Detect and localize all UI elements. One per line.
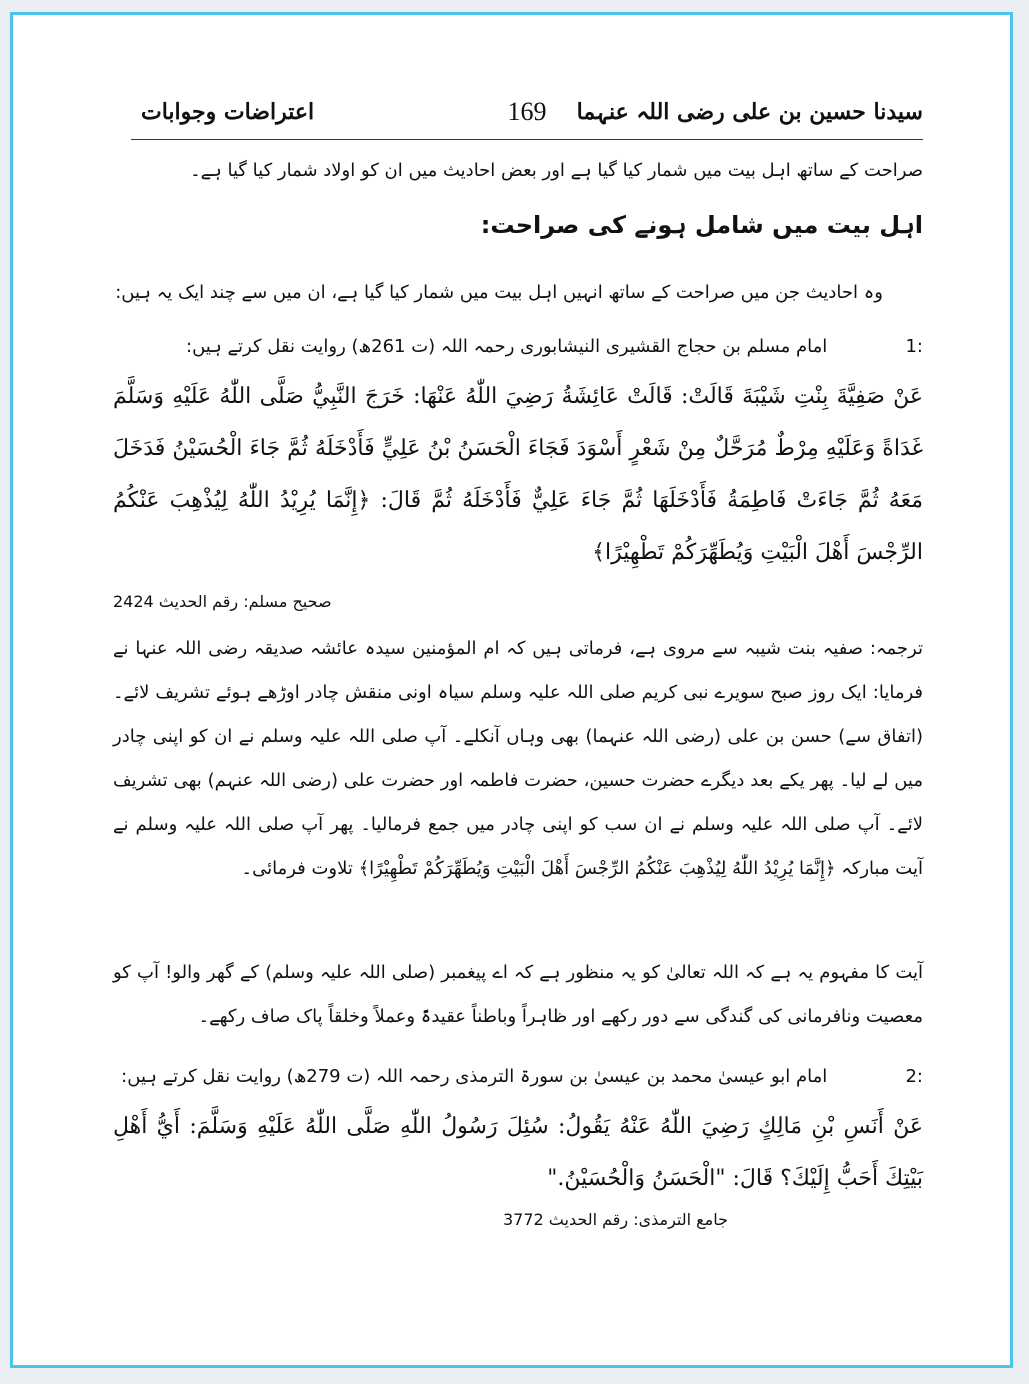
hadith-2-narrator: امام ابو عیسیٰ محمد بن عیسیٰ بن سورۃ الترمذی رحمہ اللہ (ت 279ھ) روایت نقل کرتے ہیں:	[121, 1066, 828, 1087]
hadith-2-arabic: عَنْ أَنَسِ بْنِ مَالِكٍ رَضِيَ اللّٰهُ عَنْهُ يَقُولُ: سُئِلَ رَسُولُ اللّٰهِ صَلَّى اللّٰهُ عَلَيْهِ وَسَلَّمَ: أَيُّ أَهْلِ بَيْتِكَ أَحَبُّ إِلَيْكَ؟ قَالَ: "الْحَسَنُ وَالْحُسَيْنُ."	[113, 1114, 923, 1191]
chapter-title: اعتراضات وجوابات	[141, 99, 315, 125]
hadith-1-explanation: آیت کا مفہوم یہ ہے کہ اللہ تعالیٰ کو یہ منظور ہے کہ اے پیغمبر (صلی اللہ علیہ وسلم) کے گھر والو! آپ کو معصیت ونافرمانی کی گندگی سے دور رکھے اور ظاہراً وباطناً عقیدۃً وعملاً وخلقاً پاک صاف رکھے۔	[113, 962, 923, 1027]
book-page	[13, 15, 1016, 1371]
hadith-1-arabic: عَنْ صَفِيَّةَ بِنْتِ شَيْبَةَ قَالَتْ: قَالَتْ عَائِشَةُ رَضِيَ اللّٰهُ عَنْهَا: خَرَجَ النَّبِيُّ صَلَّى اللّٰهُ عَلَيْهِ وَسَلَّمَ غَدَاةً وَعَلَيْهِ مِرْطٌ مُرَحَّلٌ مِنْ شَعْرٍ أَسْوَدَ فَجَاءَ الْحَسَنُ بْنُ عَلِيٍّ فَأَدْخَلَهُ ثُمَّ جَاءَ الْحُسَيْنُ فَدَخَلَ مَعَهُ ثُمَّ جَاءَتْ فَاطِمَةُ فَأَدْخَلَهَا ثُمَّ جَاءَ عَلِيٌّ فَأَدْخَلَهُ ثُمَّ قَالَ: ﴿إِنَّمَا يُرِيْدُ اللّٰهُ لِيُذْهِبَ عَنْكُمُ الرِّجْسَ أَهْلَ الْبَيْتِ وَيُطَهِّرَكُمْ تَطْهِيْرًا﴾	[113, 384, 923, 565]
section-intro	[113, 271, 923, 315]
hadith-2-narrator-line	[113, 1055, 923, 1099]
section-heading: اہل بیت میں شامل ہونے کی صراحت:	[480, 211, 923, 239]
hadith-2-reference: جامع الترمذی: رقم الحدیث 3772	[503, 1210, 729, 1229]
section-intro-text: وہ احادیث جن میں صراحت کے ساتھ انہیں اہل بیت میں شمار کیا گیا ہے، ان میں سے چند ایک یہ ہیں:	[115, 282, 883, 303]
page-number: 169	[507, 97, 547, 126]
hadith-1-narrator-line	[113, 325, 923, 369]
hadith-1-reference: صحیح مسلم: رقم الحدیث 2424	[113, 592, 332, 611]
intro-paragraph: صراحت کے ساتھ اہل بیت میں شمار کیا گیا ہے اور بعض احادیث میں ان کو اولاد شمار کیا گیا ہے۔	[190, 160, 923, 181]
page-frame	[10, 12, 1013, 1368]
book-title: سیدنا حسین بن علی رضی اللہ عنہما	[576, 99, 923, 125]
hadith-1-narrator: امام مسلم بن حجاج القشیری النیشابوری رحمہ اللہ (ت 261ھ) روایت نقل کرتے ہیں:	[186, 336, 828, 357]
hadith-2-number: 2:	[905, 1066, 923, 1087]
running-header	[131, 93, 923, 140]
hadith-1-translation: ترجمہ: صفیہ بنت شیبہ سے مروی ہے، فرماتی ہیں کہ ام المؤمنین سیدہ عائشہ صدیقہ رضی اللہ عنہا نے فرمایا: ایک روز صبح سویرے نبی کریم صلی اللہ علیہ وسلم سیاہ اونی منقش چادر اوڑھے ہوئے تشریف لائے۔ (اتفاق سے) حسن بن علی (رضی اللہ عنہما) بھی وہاں آنکلے۔ آپ صلی اللہ علیہ وسلم نے ان کو اپنی چادر میں لے لیا۔ پھر یکے بعد دیگرے حضرت حسین، حضرت فاطمہ اور حضرت علی (رضی اللہ عنہم) بھی تشریف لائے۔ آپ صلی اللہ علیہ وسلم نے ان سب کو اپنی چادر میں جمع فرمالیا۔ پھر آپ صلی اللہ علیہ وسلم نے آیت مبارکہ ﴿إِنَّمَا يُرِيْدُ اللّٰهُ لِيُذْهِبَ عَنْكُمُ الرِّجْسَ أَهْلَ الْبَيْتِ وَيُطَهِّرَكُمْ تَطْهِيْرًا﴾ تلاوت فرمائی۔	[113, 638, 923, 879]
hadith-1-number: 1:	[905, 336, 923, 357]
